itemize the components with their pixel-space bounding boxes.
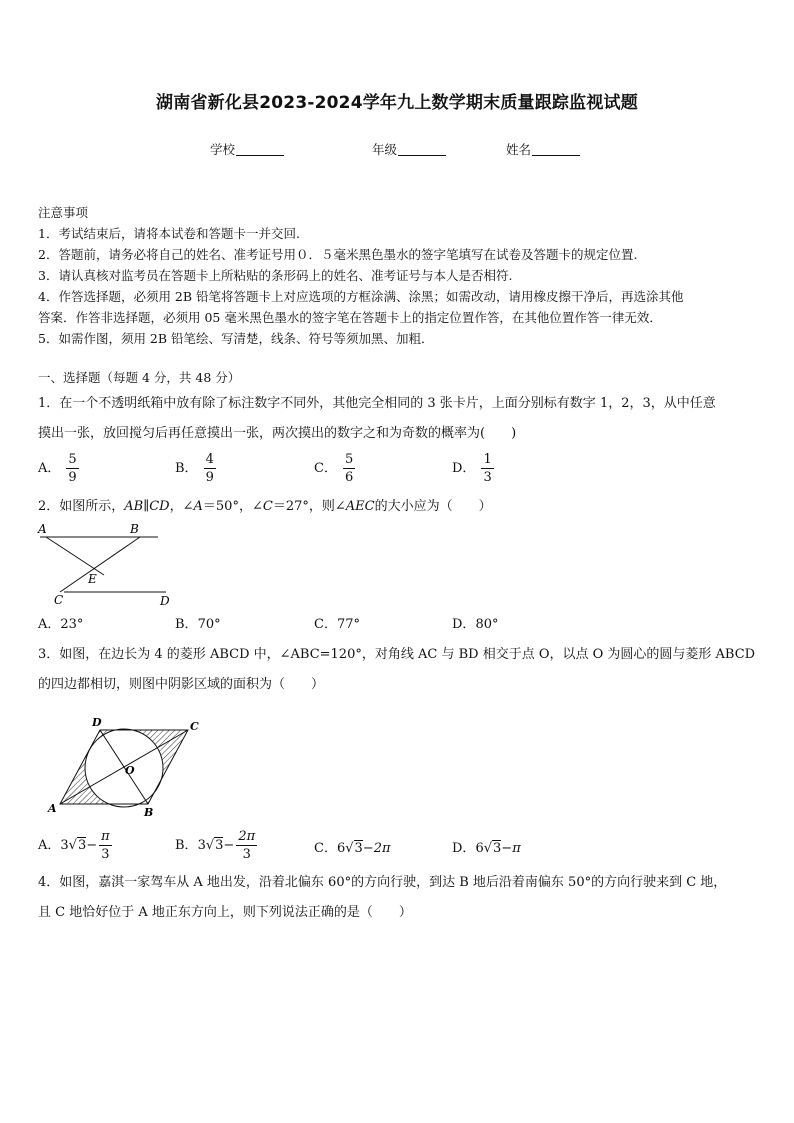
question-3-line-1: 3．如图，在边长为 4 的菱形 ABCD 中，∠ABC=120°，对角线 AC 与 BD 相交于点 O，以点 O 为圆心的圆与菱形 ABCD bbox=[38, 647, 756, 662]
q2-option-a[interactable]: A．23° bbox=[38, 617, 84, 632]
name-label: 姓名 bbox=[506, 142, 532, 157]
question-3-line-2: 的四边都相切，则图中阴影区域的面积为（ ） bbox=[38, 677, 325, 692]
note-item: 答案．作答非选择题，必须用 05 毫米黑色墨水的签字笔在答题卡上的指定位置作答，在其他位置作答一律无效． bbox=[38, 310, 662, 325]
school-label: 学校 bbox=[210, 142, 236, 157]
section-title: 一、选择题（每题 4 分，共 48 分） bbox=[38, 370, 241, 385]
q2-option-c[interactable]: C．77° bbox=[314, 617, 360, 632]
question-4-line-2: 且 C 地恰好位于 A 地正东方向上，则下列说法正确的是（ ） bbox=[38, 905, 412, 920]
q1-option-a[interactable]: A． $\frac{5}{9}$ bbox=[38, 452, 77, 485]
label-b: B bbox=[130, 522, 139, 536]
question-1 bbox=[38, 389, 760, 449]
note-item: 1．考试结束后，请将本试卷和答题卡一并交回. bbox=[38, 226, 300, 241]
label-d: D bbox=[92, 716, 102, 729]
question-1-line-1: 1．在一个不透明纸箱中放有除了标注数字不同外，其他完全相同的 3 张卡片，上面分别标有数字 1，2，3，从中任意 bbox=[38, 396, 716, 411]
q3-option-c[interactable]: C．6√3−2π bbox=[314, 841, 391, 856]
name-field[interactable] bbox=[506, 140, 580, 158]
segment-bc bbox=[60, 537, 140, 592]
note-item: 3．请认真核对监考员在答题卡上所粘贴的条形码上的姓名、准考证号与本人是否相符. bbox=[38, 268, 513, 283]
segment-ae bbox=[46, 537, 104, 575]
grade-field[interactable] bbox=[372, 140, 446, 158]
notes-heading: 注意事项 bbox=[38, 205, 89, 220]
question-4 bbox=[38, 868, 760, 928]
name-blank[interactable] bbox=[532, 143, 580, 156]
q1-option-c[interactable]: C． $\frac{5}{6}$ bbox=[314, 452, 354, 485]
label-a: A bbox=[48, 802, 57, 815]
q2-option-b[interactable]: B．70° bbox=[175, 617, 221, 632]
note-item: 2．答题前，请务必将自己的姓名、准考证号用０．５毫米黑色墨水的签字笔填写在试卷及答题卡的规定位置. bbox=[38, 247, 638, 262]
note-item: 5．如需作图，须用 2B 铅笔绘、写清楚，线条、符号等须加黑、加粗． bbox=[38, 331, 434, 346]
label-a: A bbox=[38, 522, 47, 536]
q2-option-d[interactable]: D．80° bbox=[452, 617, 499, 632]
page-title: 湖南省新化县2023-2024学年九上数学期末质量跟踪监视试题 bbox=[156, 93, 638, 113]
rhombus-circle-figure bbox=[40, 712, 210, 822]
q3-option-a[interactable]: A．3√3− $\frac{\pi}{3}$ bbox=[38, 829, 110, 862]
note-item: 4．作答选择题，必须用 2B 铅笔将答题卡上对应选项的方框涂满、涂黑；如需改动，请用橡皮擦干净后，再选涂其他 bbox=[38, 289, 684, 304]
q1-option-b[interactable]: B． $\frac{4}{9}$ bbox=[175, 452, 214, 485]
label-b: B bbox=[144, 806, 154, 819]
label-c: C bbox=[190, 720, 199, 733]
question-1-line-2: 摸出一张，放回搅匀后再任意摸出一张，两次摸出的数字之和为奇数的概率为( ) bbox=[38, 426, 517, 441]
question-3 bbox=[38, 640, 760, 700]
grade-blank[interactable] bbox=[398, 143, 446, 156]
label-c: C bbox=[54, 593, 64, 607]
q3-option-b[interactable]: B．3√3− $\frac{2\pi}{3}$ bbox=[175, 829, 256, 862]
parallel-lines-figure bbox=[34, 520, 174, 610]
notes-block bbox=[38, 202, 758, 349]
school-blank[interactable] bbox=[236, 143, 284, 156]
q1-option-d[interactable]: D． $\frac{1}{3}$ bbox=[452, 452, 492, 485]
question-4-line-1: 4．如图，嘉淇一家驾车从 A 地出发，沿着北偏东 60°的方向行驶，到达 B 地后沿着南偏东 50°的方向行驶来到 C 地， bbox=[38, 875, 727, 890]
q3-option-d[interactable]: D．6√3−π bbox=[452, 841, 521, 856]
label-e: E bbox=[88, 572, 97, 586]
school-field[interactable] bbox=[210, 140, 284, 158]
label-o: O bbox=[125, 764, 135, 777]
label-d: D bbox=[160, 594, 170, 608]
question-2: 2．如图所示，AB∥CD，∠A＝50°，∠C＝27°，则∠AEC的大小应为（ ） bbox=[38, 499, 492, 514]
grade-label: 年级 bbox=[372, 142, 398, 157]
